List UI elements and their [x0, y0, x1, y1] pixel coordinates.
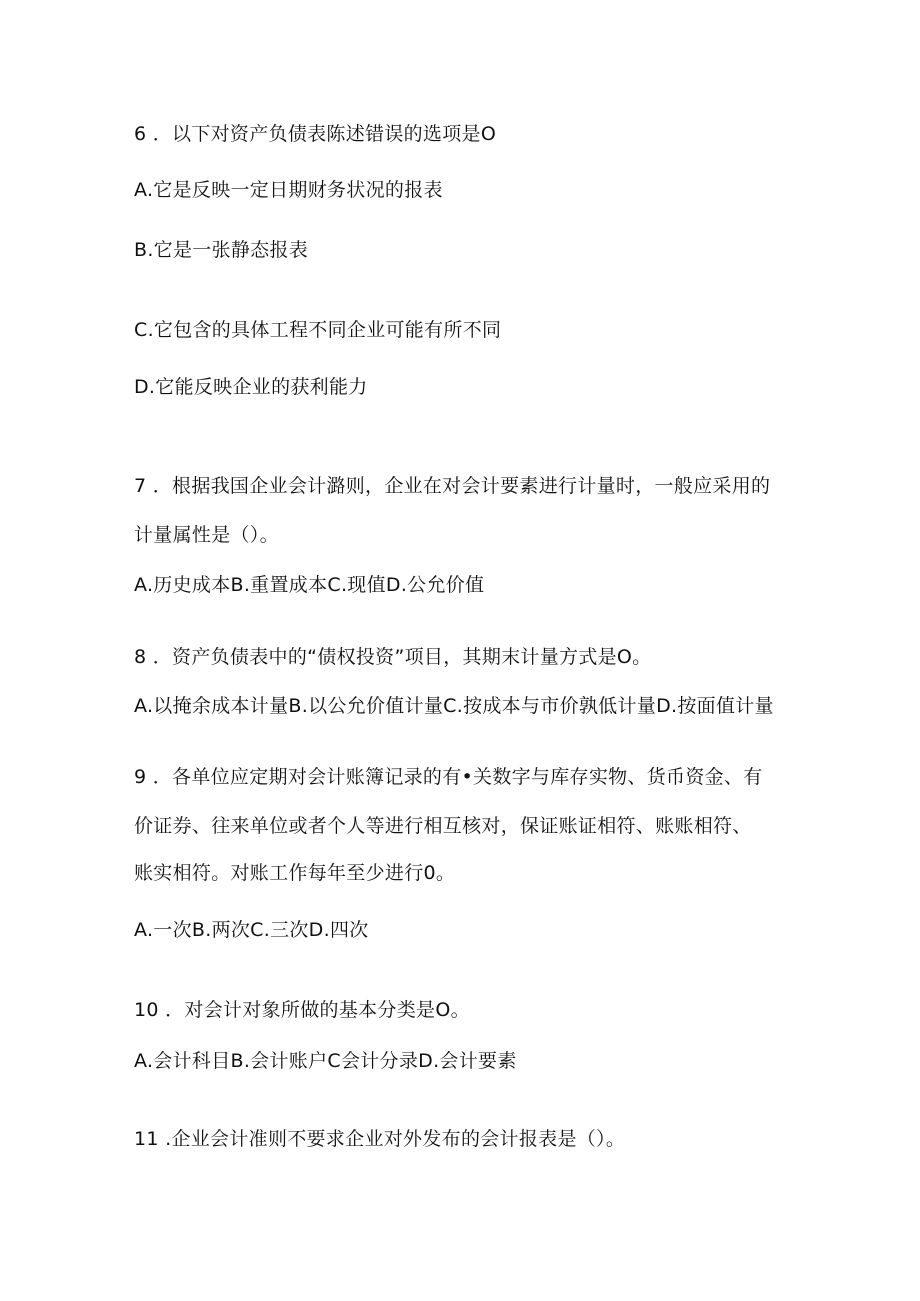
question-11-stem: 11 .企业会计准则不要求企业对外发布的会计报表是（）。 — [134, 1128, 626, 1150]
question-7-stem-line-2: 计量属性是（）。 — [134, 524, 279, 546]
question-10-stem: 10 ．对会计对象所做的基本分类是O。 — [134, 999, 470, 1021]
question-6-option-a: A.它是反映一定日期财务状况的报表 — [134, 179, 443, 201]
question-7-options: A.历史成本B.重置成本C.现值D.公允价值 — [134, 574, 485, 596]
question-9-stem-line-2: 价证券、往来单位或者个人等进行相互核对，保证账证相符、账账相符、 — [134, 815, 752, 837]
question-6-option-c: C.它包含的具体工程不同企业可能有所不同 — [134, 319, 502, 341]
question-6-stem: 6 ．以下对资产负债表陈述错误的选项是O — [134, 123, 497, 145]
question-8-options: A.以掩余成本计量B.以公允价值计量C.按成本与市价孰低计量D.按面值计量 — [134, 695, 774, 717]
question-8-stem: 8 ．资产负债表中的“债权投资”项目，其期末计量方式是O。 — [134, 646, 652, 668]
question-9-stem-line-1: 9 ．各单位应定期对会计账簿记录的有•关数字与库存实物、货币资金、有 — [134, 766, 763, 788]
question-6-option-d: D.它能反映企业的获利能力 — [134, 376, 368, 398]
question-10-options: A.会计科目B.会计账户C会计分录D.会计要素 — [134, 1050, 517, 1072]
question-9-stem-line-3: 账实相符。对账工作每年至少进行0。 — [134, 862, 456, 884]
question-6-option-b: B.它是一张静态报表 — [134, 239, 309, 261]
question-9-options: A.一次B.两次C.三次D.四次 — [134, 919, 369, 941]
question-7-stem-line-1: 7 ．根据我国企业会计潞则，企业在对会计要素进行计量时，一般应采用的 — [134, 475, 771, 497]
